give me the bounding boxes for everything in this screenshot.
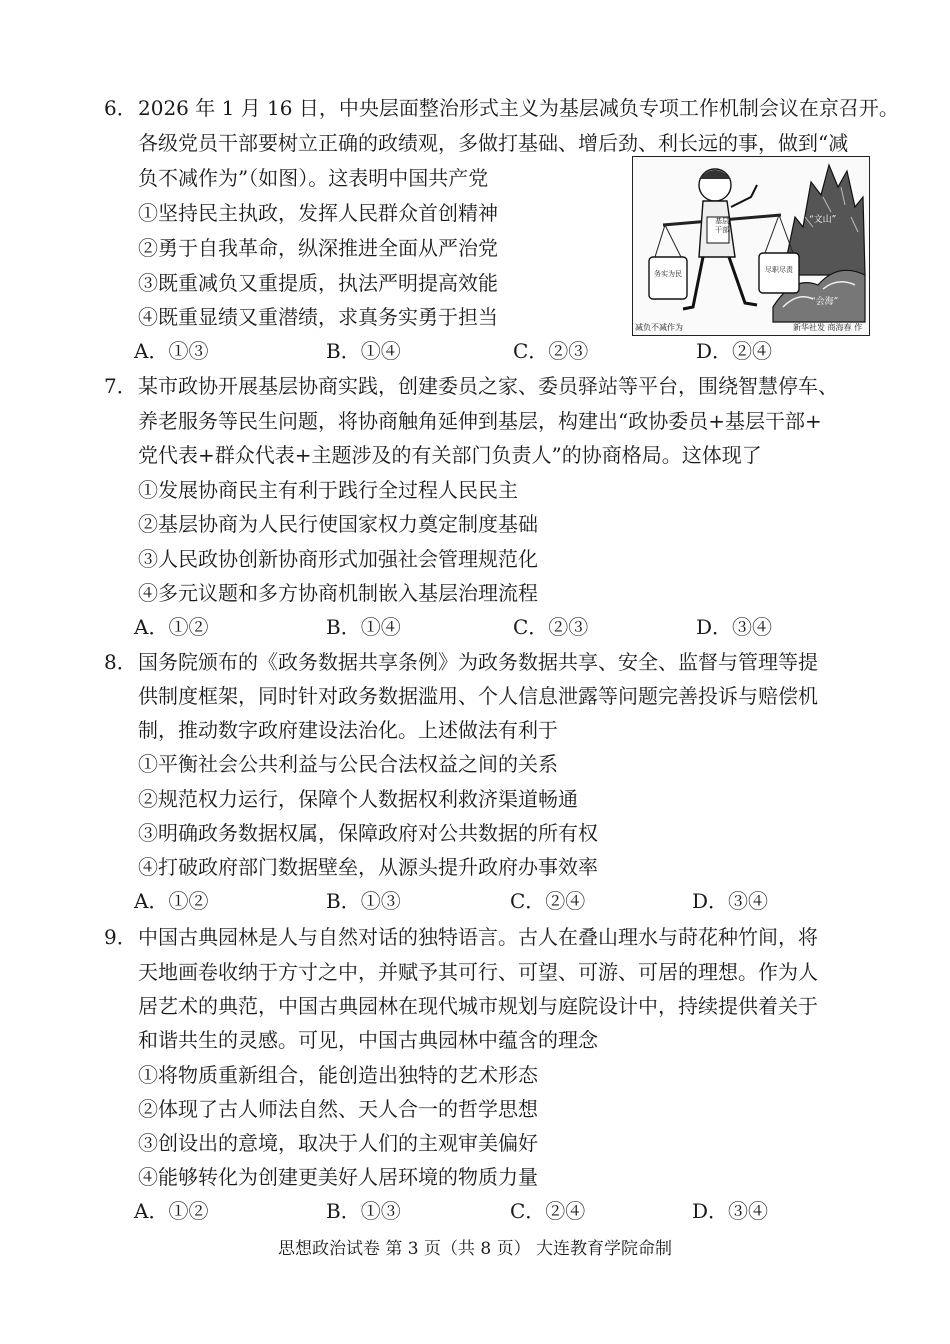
option-c[interactable]: C．②③: [513, 615, 589, 639]
option-c[interactable]: C．②④: [510, 1199, 586, 1223]
option-c[interactable]: C．②④: [510, 889, 586, 913]
cartoon-drawing: [633, 157, 868, 335]
cartoon-caption: 减负不减作为: [635, 323, 683, 332]
option-d[interactable]: D．③④: [692, 1199, 769, 1223]
option-d[interactable]: D．②④: [696, 339, 773, 363]
question-stem-line: 养老服务等民生问题，将协商触角延伸到基层，构建出“政协委员+基层干部+: [138, 409, 822, 433]
statement-4: ④多元议题和多方协商机制嵌入基层治理流程: [138, 581, 538, 605]
statement-4: ④既重显绩又重潜绩，求真务实勇于担当: [138, 305, 498, 329]
option-b[interactable]: B．①④: [326, 339, 401, 363]
figure-label: 基层干部: [715, 217, 729, 234]
option-a[interactable]: A．①②: [134, 615, 209, 639]
answer-options: [0, 1199, 950, 1223]
statement-1: ①发展协商民主有利于践行全过程人民民主: [138, 478, 518, 502]
question-stem-line: 党代表+群众代表+主题涉及的有关部门负责人”的协商格局。这体现了: [138, 443, 762, 467]
statement-3: ③创设出的意境，取决于人们的主观审美偏好: [138, 1131, 538, 1155]
statement-4: ④能够转化为创建更美好人居环境的物质力量: [138, 1165, 538, 1189]
question-number: 8．: [104, 650, 137, 674]
question-stem-line: 和谐共生的灵感。可见，中国古典园林中蕴含的理念: [138, 1028, 598, 1052]
statement-2: ②体现了古人师法自然、天人合一的哲学思想: [138, 1097, 538, 1121]
statement-1: ①将物质重新组合，能创造出独特的艺术形态: [138, 1063, 538, 1087]
question-stem-line: 天地画卷收纳于方寸之中，并赋予其可行、可望、可游、可居的理想。作为人: [138, 960, 818, 984]
mountain-label: “文山”: [809, 215, 837, 225]
bucket-left-label: 务实为民: [654, 270, 682, 278]
question-stem-line: 制，推动数字政府建设法治化。上述做法有利于: [138, 718, 558, 742]
answer-options: [0, 889, 950, 913]
question-stem-line: 2026 年 1 月 16 日，中央层面整治形式主义为基层减负专项工作机制会议在京召开。: [138, 96, 899, 120]
answer-options: [0, 615, 950, 639]
question-stem-line: 供制度框架，同时针对政务数据滥用、个人信息泄露等问题完善投诉与赔偿机: [138, 684, 818, 708]
question-stem-line: 各级党员干部要树立正确的政绩观，多做打基础、增后劲、利长远的事，做到“减: [138, 131, 849, 155]
statement-2: ②勇于自我革命，纵深推进全面从严治党: [138, 236, 498, 260]
option-b[interactable]: B．①③: [326, 1199, 401, 1223]
statement-4: ④打破政府部门数据壁垒，从源头提升政府办事效率: [138, 855, 598, 879]
question-number: 7．: [104, 374, 137, 398]
page-footer: 思想政治试卷 第 3 页（共 8 页） 大连教育学院命制: [277, 1239, 673, 1259]
question-stem-line: 中国古典园林是人与自然对话的独特语言。古人在叠山理水与莳花种竹间，将: [138, 925, 818, 949]
statement-2: ②基层协商为人民行使国家权力奠定制度基础: [138, 512, 538, 536]
statement-3: ③既重减负又重提质，执法严明提高效能: [138, 271, 498, 295]
question-stem-line: 国务院颁布的《政务数据共享条例》为政务数据共享、安全、监督与管理等提: [138, 650, 818, 674]
question-number: 9．: [104, 925, 137, 949]
option-a[interactable]: A．①③: [134, 339, 209, 363]
option-b[interactable]: B．①③: [326, 889, 401, 913]
cartoon-credit: 新华社发 商海春 作: [793, 323, 863, 332]
cartoon-illustration: [632, 156, 870, 336]
bucket-right-label: 尽职尽责: [765, 266, 793, 274]
option-d[interactable]: D．③④: [696, 615, 773, 639]
option-a[interactable]: A．①②: [134, 889, 209, 913]
question-stem-line: 某市政协开展基层协商实践，创建委员之家、委员驿站等平台，围绕智慧停车、: [138, 374, 838, 398]
question-stem-line: 负不减作为”（如图）。这表明中国共产党: [138, 166, 489, 190]
option-b[interactable]: B．①④: [326, 615, 401, 639]
statement-1: ①平衡社会公共利益与公民合法权益之间的关系: [138, 752, 558, 776]
sea-label: “会海”: [811, 297, 839, 307]
option-a[interactable]: A．①②: [134, 1199, 209, 1223]
question-number: 6．: [104, 96, 137, 120]
answer-options: [0, 339, 950, 363]
option-d[interactable]: D．③④: [692, 889, 769, 913]
statement-3: ③明确政务数据权属，保障政府对公共数据的所有权: [138, 821, 598, 845]
statement-2: ②规范权力运行，保障个人数据权利救济渠道畅通: [138, 787, 578, 811]
question-stem-line: 居艺术的典范，中国古典园林在现代城市规划与庭院设计中，持续提供着关于: [138, 994, 818, 1018]
statement-3: ③人民政协创新协商形式加强社会管理规范化: [138, 547, 538, 571]
statement-1: ①坚持民主执政，发挥人民群众首创精神: [138, 201, 498, 225]
option-c[interactable]: C．②③: [513, 339, 589, 363]
